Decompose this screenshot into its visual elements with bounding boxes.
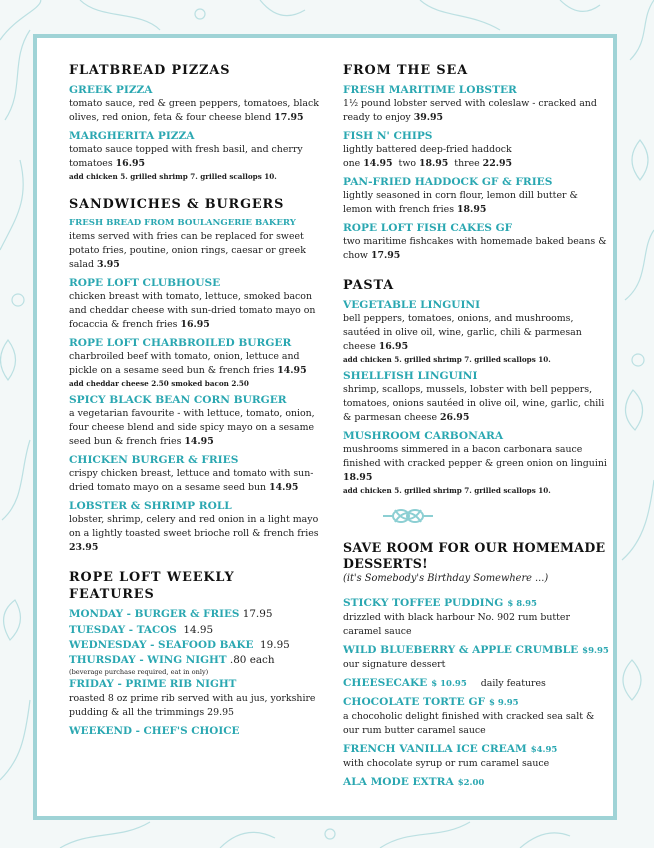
- feature-line: WEEKEND - CHEF'S CHOICE: [69, 725, 240, 737]
- item-desc: a vegetarian favourite - with lettuce, tomato, onion, four cheese blend and side spicy mayo on a sesame seed bun & french fries 14.95: [69, 408, 315, 447]
- item-name: STICKY TOFFEE PUDDING $ 8.95: [343, 597, 537, 609]
- menu-item: [69, 499, 325, 555]
- right-column: [343, 62, 609, 794]
- item-desc: two maritime fishcakes with homemade baked beans & chow 17.95: [343, 236, 607, 261]
- item-name: SPICY BLACK BEAN CORN BURGER: [69, 394, 287, 406]
- dessert-item: [343, 676, 609, 691]
- section-title-flatbread: FLATBREAD PIZZAS: [69, 63, 231, 78]
- item-name: MUSHROOM CARBONARA: [343, 430, 504, 442]
- item-name: ROPE LOFT FISH CAKES GF: [343, 222, 513, 234]
- item-desc: tomato sauce, red & green peppers, tomatoes, black olives, red onion, feta & four cheese blend 17.95: [69, 98, 319, 123]
- feature-line: WEDNESDAY - SEAFOOD BAKE 19.95: [69, 639, 290, 651]
- rope-knot-icon: [383, 506, 433, 526]
- menu-item: [69, 276, 325, 332]
- item-desc: lobster, shrimp, celery and red onion in a light mayo on a lightly toasted sweet brioche roll & french fries 23.95: [69, 514, 319, 553]
- friday-desc: roasted 8 oz prime rib served with au jus, yorkshire pudding & all the trimmings 29.95: [69, 693, 316, 718]
- item-name: VEGETABLE LINGUINI: [343, 299, 481, 311]
- item-name: GREEK PIZZA: [69, 84, 153, 96]
- menu-item: [69, 453, 325, 495]
- menu-item: [69, 336, 325, 389]
- item-desc: drizzled with black harbour No. 902 rum butter caramel sauce: [343, 612, 570, 637]
- item-name: CHICKEN BURGER & FRIES: [69, 454, 239, 466]
- menu-item: [69, 83, 325, 125]
- item-addons: add cheddar cheese 2.50 smoked bacon 2.50: [69, 379, 249, 388]
- item-name: FISH N' CHIPS: [343, 130, 433, 142]
- item-name: SHELLFISH LINGUINI: [343, 370, 478, 382]
- item-name: FRENCH VANILLA ICE CREAM $4.95: [343, 743, 558, 755]
- left-column: [69, 62, 325, 740]
- menu-item: [343, 129, 609, 171]
- menu-item: [343, 221, 609, 263]
- dessert-item: [343, 742, 609, 771]
- item-desc: our signature dessert: [343, 659, 446, 670]
- item-name: PAN-FRIED HADDOCK GF & FRIES: [343, 176, 553, 188]
- bakery-title: FRESH BREAD FROM BOULANGERIE BAKERY: [69, 218, 296, 228]
- menu-item: [69, 393, 325, 449]
- item-name: ALA MODE EXTRA $2.00: [343, 776, 485, 788]
- menu-panel: [33, 34, 617, 820]
- item-name: WILD BLUEBERRY & APPLE CRUMBLE $9.95: [343, 644, 609, 656]
- item-desc: chicken breast with tomato, lettuce, smoked bacon and cheddar cheese with sun-dried tomato mayo on focaccia & french fries 16.95: [69, 291, 316, 330]
- item-desc: with chocolate syrup or rum caramel sauce: [343, 758, 550, 769]
- item-price: 17.95: [274, 112, 304, 123]
- feature-line: TUESDAY - TACOS 14.95: [69, 623, 214, 636]
- menu-item: [343, 298, 609, 365]
- dessert-item: [343, 775, 609, 790]
- menu-item: [69, 129, 325, 182]
- item-desc: charbroiled beef with tomato, onion, lettuce and pickle on a sesame seed bun & french fries 14.95: [69, 351, 307, 376]
- dessert-item: [343, 695, 609, 738]
- item-addons: add chicken 5. grilled shrimp 7. grilled scallops 10.: [69, 172, 277, 181]
- item-desc: lightly battered deep-fried haddock: [343, 144, 512, 155]
- item-desc: a chocoholic delight finished with cracked sea salt & our rum butter caramel sauce: [343, 711, 595, 736]
- item-name: FRESH MARITIME LOBSTER: [343, 84, 517, 96]
- item-addons: add chicken 5. grilled shrimp 7. grilled scallops 10.: [343, 486, 551, 495]
- item-desc: lightly seasoned in corn flour, lemon dill butter & lemon with french fries 18.95: [343, 190, 578, 215]
- feature-line: MONDAY - BURGER & FRIES 17.95: [69, 608, 273, 620]
- feature-line: THURSDAY - WING NIGHT .80 each: [69, 653, 275, 666]
- item-desc: shrimp, scallops, mussels, lobster with bell peppers, tomatoes, onions sautéed in olive oil, wine, garlic, chili & parmesan cheese 26.95: [343, 384, 605, 423]
- item-name: MARGHERITA PIZZA: [69, 130, 195, 142]
- menu-item: [343, 429, 609, 496]
- item-name: ROPE LOFT CHARBROILED BURGER: [69, 337, 292, 349]
- item-desc: 1½ pound lobster served with coleslaw - cracked and ready to enjoy 39.95: [343, 98, 597, 123]
- item-name: CHOCOLATE TORTE GF $ 9.95: [343, 696, 519, 708]
- item-name: LOBSTER & SHRIMP ROLL: [69, 500, 232, 512]
- item-desc: tomato sauce topped with fresh basil, and cherry tomatoes 16.95: [69, 144, 303, 169]
- item-addons: add chicken 5. grilled shrimp 7. grilled scallops 10.: [343, 355, 551, 364]
- item-name: ROPE LOFT CLUBHOUSE: [69, 277, 221, 289]
- item-desc: mushrooms simmered in a bacon carbonara sauce finished with cracked pepper & green onion on linguini 18.95: [343, 444, 607, 483]
- bakery-note: [69, 217, 325, 272]
- item-name: CHEESECAKE $ 10.95 daily features: [343, 677, 546, 689]
- dessert-item: [343, 596, 609, 639]
- section-title-pasta: PASTA: [343, 278, 395, 293]
- item-desc: crispy chicken breast, lettuce and tomato with sun-dried tomato mayo on a sesame seed bun 14.95: [69, 468, 314, 493]
- dessert-item: [343, 643, 609, 672]
- desserts-tagline: (it's Somebody's Birthday Somewhere ...): [343, 573, 549, 584]
- section-title-sandwiches: SANDWICHES & BURGERS: [69, 197, 285, 212]
- menu-item: [343, 175, 609, 217]
- section-title-sea: FROM THE SEA: [343, 63, 469, 78]
- bakery-desc: items served with fries can be replaced for sweet potato fries, poutine, onion rings, caesar or greek salad 3.95: [69, 231, 306, 270]
- feature-line: FRIDAY - PRIME RIB NIGHT: [69, 677, 237, 690]
- item-desc: bell peppers, tomatoes, onions, and mushrooms, sautéed in olive oil, wine, garlic, chili & parmesan cheese 16.95: [343, 313, 582, 352]
- thursday-note: (beverage purchase required, eat in only): [69, 667, 209, 676]
- menu-item: [343, 369, 609, 425]
- item-price: 16.95: [115, 158, 146, 169]
- fish-sizes: one 14.95 two 18.95 three 22.95: [343, 158, 513, 169]
- menu-item: [343, 83, 609, 125]
- section-title-weekly: ROPE LOFT WEEKLY FEATURES: [69, 570, 235, 602]
- desserts-title: SAVE ROOM FOR OUR HOMEMADE DESSERTS!: [343, 540, 606, 571]
